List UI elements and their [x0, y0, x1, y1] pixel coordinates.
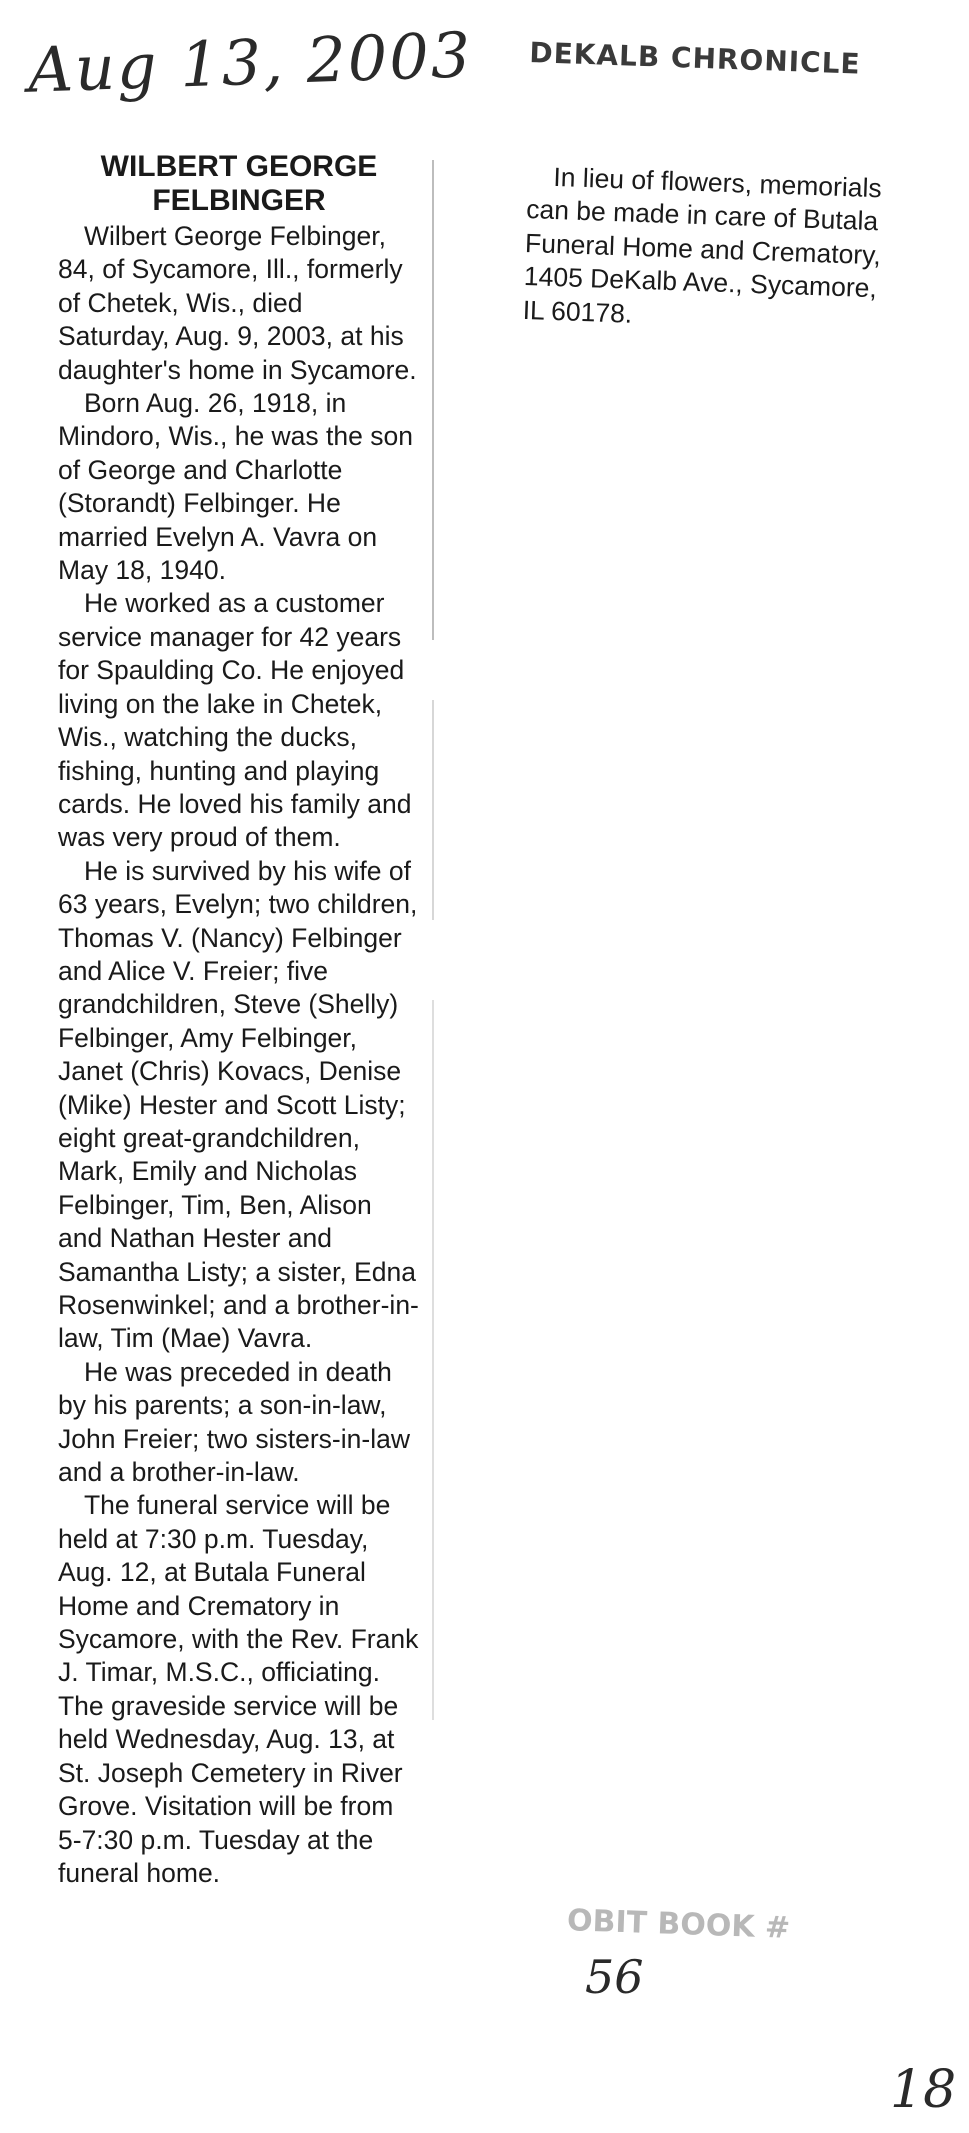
paragraph-services: The funeral service will be held at 7:30 p.m. Tuesday, Aug. 12, at Butala Funeral Home and Crematory in Sycamore, with the Rev. Frank J. Timar, M.S.C., officiating. The graveside service will be held Wednesday, Aug. 13, at St. Joseph Cemetery in River Grove. Visitation will be from 5-7:30 p.m. Tuesday at the funeral home. — [58, 1490, 419, 1888]
page-number: 18 — [890, 2060, 957, 2120]
paragraph-birth-marriage: Born Aug. 26, 1918, in Mindoro, Wis., he was the son of George and Charlotte (Storandt) Felbinger. He married Evelyn A. Vavra on May 18, 1940. — [58, 388, 413, 586]
obituary-column-left — [58, 150, 420, 1890]
obit-book-stamp: OBIT BOOK # — [566, 1903, 791, 1946]
obit-book-number: 56 — [585, 1950, 644, 2004]
newspaper-source: DEKALB CHRONICLE — [528, 36, 862, 81]
column-divider — [432, 700, 434, 920]
paragraph-career-hobbies: He worked as a customer service manager for 42 years for Spaulding Co. He enjoyed living on the lake in Chetek, Wis., watching the ducks, fishing, hunting and playing cards. He loved his family and was very proud of them. — [58, 588, 412, 853]
paragraph-preceded: He was preceded in death by his parents; a son-in-law, John Freier; two sisters-in-law and a brother-in-law. — [58, 1356, 410, 1488]
obituary-column-right — [522, 160, 890, 340]
paragraph-survivors: He is survived by his wife of 63 years, Evelyn; two children, Thomas V. (Nancy) Felbinger and Alice V. Freier; five grandchildren, Steve (Shelly) Felbinger, Amy Felbinger, Janet (Chris) Kovacs, Denise (Mike) Hester and Scott Listy; eight great-grandchildren, Mark, Emily and Nicholas Felbinger, Tim, Ben, Alison and Nathan Hester and Samantha Listy; a sister, Edna Rosenwinkel; and a brother-in-law, Tim (Mae) Vavra. — [58, 855, 419, 1354]
column-divider — [432, 160, 434, 640]
handwritten-date: Aug 13, 2003 — [26, 18, 474, 107]
obituary-headline: WILBERT GEORGE FELBINGER — [100, 150, 378, 217]
column-divider — [432, 1000, 434, 1720]
paragraph-death-notice: Wilbert George Felbinger, 84, of Sycamore, Ill., formerly of Chetek, Wis., died Saturday, Aug. 9, 2003, at his daughter's home in Sycamore. — [58, 221, 417, 385]
paragraph-memorials: In lieu of flowers, memorials can be made in care of Butala Funeral Home and Crematory, 1405 DeKalb Ave., Sycamore, IL 60178. — [522, 161, 883, 329]
